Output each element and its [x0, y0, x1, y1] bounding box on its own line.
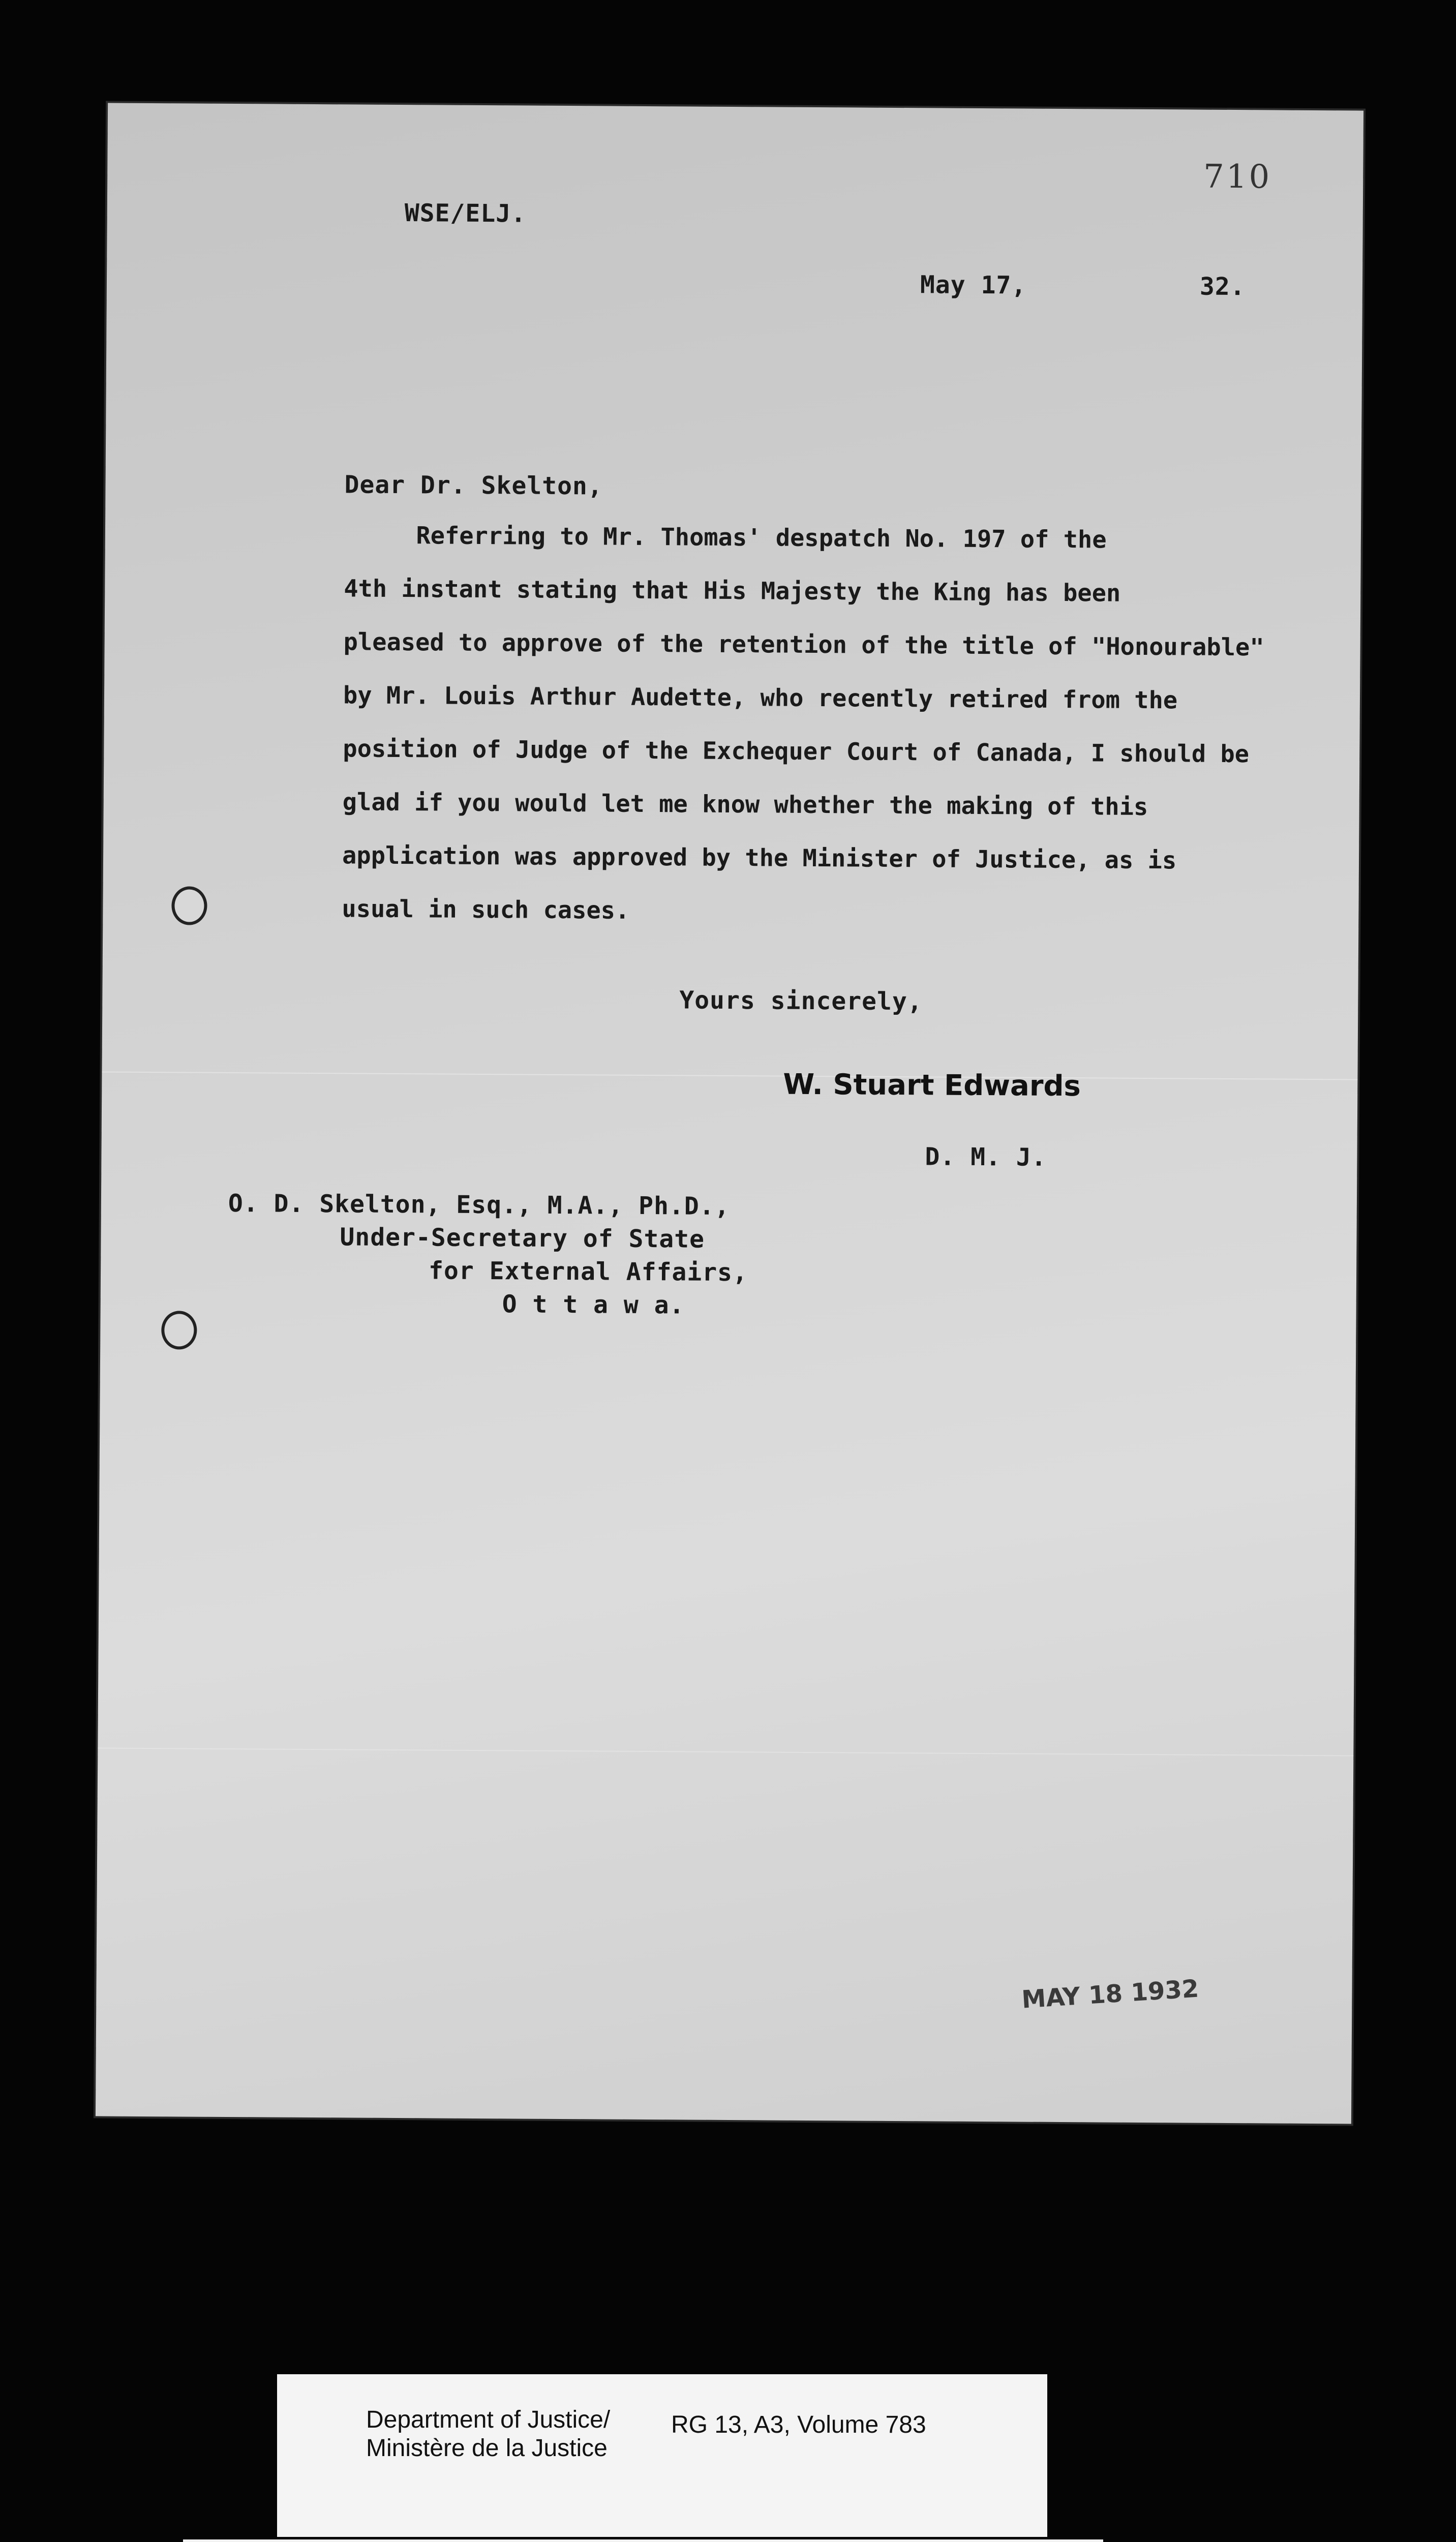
- body-line: Referring to Mr. Thomas' despatch No. 197 of the: [344, 521, 1107, 554]
- date-year: 32.: [1199, 272, 1246, 301]
- punch-hole: [161, 1311, 197, 1349]
- closing: Yours sincerely,: [679, 986, 923, 1016]
- salutation: Dear Dr. Skelton,: [344, 470, 603, 501]
- recipient-line: Under-Secretary of State: [340, 1223, 705, 1254]
- folio-number: 710: [1203, 158, 1272, 196]
- signer-title: D. M. J.: [925, 1142, 1047, 1172]
- body-line: position of Judge of the Exchequer Court of Canada, I should be: [343, 735, 1250, 769]
- recipient-line: for External Affairs,: [428, 1256, 748, 1287]
- signature: W. Stuart Edwards: [783, 1068, 1081, 1103]
- body-line: pleased to approve of the retention of the title of "Honourable": [343, 628, 1264, 662]
- date-month-day: May 17,: [920, 270, 1027, 300]
- punch-hole: [171, 886, 207, 925]
- department-line-french: Ministère de la Justice: [366, 2435, 608, 2462]
- body-line: by Mr. Louis Arthur Audette, who recently retired from the: [343, 681, 1178, 715]
- department-line-english: Department of Justice/: [366, 2406, 611, 2433]
- body-line: usual in such cases.: [342, 895, 630, 925]
- letter-page: [96, 103, 1363, 2124]
- reference-initials: WSE/ELJ.: [404, 199, 527, 228]
- body-line: application was approved by the Minister of Justice, as is: [342, 841, 1177, 875]
- department-name: [366, 2406, 610, 2463]
- body-line: 4th instant stating that His Majesty the King has been: [344, 574, 1121, 608]
- public-archives-banner: [183, 2539, 1103, 2542]
- received-stamp: MAY 18 1932: [1021, 1974, 1200, 2014]
- record-group-reference: RG 13, A3, Volume 783: [671, 2411, 926, 2438]
- body-line: glad if you would let me know whether the making of this: [342, 788, 1148, 822]
- archive-reference-card: [277, 2374, 1047, 2537]
- recipient-line: O. D. Skelton, Esq., M.A., Ph.D.,: [228, 1189, 730, 1221]
- recipient-line: O t t a w a.: [502, 1290, 685, 1320]
